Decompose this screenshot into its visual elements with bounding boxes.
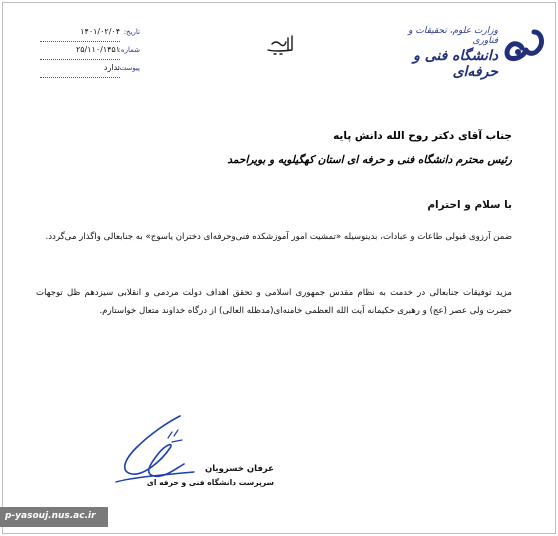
site-watermark: p-yasouj.nus.ac.ir: [0, 507, 108, 527]
salutation: با سلام و احترام: [427, 199, 512, 211]
meta-number-label: شماره:: [118, 46, 140, 54]
meta-number-row: [40, 44, 140, 62]
meta-date-value: ۱۴۰۱/۰۲/۰۴: [80, 27, 120, 36]
university-logo: [384, 22, 544, 82]
addressee-block: [227, 130, 512, 166]
meta-attachment-value: ندارد: [103, 63, 120, 72]
letter-paragraph-1: ضمن آرزوی قبولی طاعات و عبادات، بدینوسیله «تمشیت امور آموزشکده فنی‌وحرفه‌ای دختران یاسوج» به جنابعالی واگذار می‌گردد.: [45, 232, 512, 242]
university-emblem-icon: [504, 28, 544, 64]
addressee-name: جناب آقای دکتر روح الله دانش پایه: [333, 130, 512, 142]
logo-text: [384, 26, 498, 80]
letter-meta: [40, 26, 140, 80]
meta-attachment-row: [40, 62, 140, 80]
meta-number-line: [40, 59, 120, 60]
meta-date-line: [40, 41, 120, 42]
letter-paragraph-2: مزید توفیقات جنابعالی در خدمت به نظام مقدس جمهوری اسلامی و تحقق اهداف دولت مردمی و انقلابی سیزدهم ظل توجهات حضرت ولی عصر (عج) و رهبری حکیمانه آیت الله العظمی خامنه‌ای(مدظله العالی) از درگاه خداوند متعال خواستارم.: [36, 288, 512, 316]
meta-attachment-label: پیوست:: [117, 64, 140, 72]
ministry-name: وزارت علوم، تحقیقات و فناوری: [408, 26, 498, 46]
bismillah-calligraphy-icon: [262, 32, 296, 58]
meta-date-row: [40, 26, 140, 44]
signatory-title: سرپرست دانشگاه فنی و حرفه ای: [146, 478, 274, 487]
addressee-title: رئیس محترم دانشگاه فنی و حرفه ای استان کهگیلویه و بویراحمد: [227, 154, 512, 166]
meta-number-value: ۲۵/۱۱۰/۱۴۵۱: [75, 45, 120, 54]
meta-date-label: تاریخ:: [123, 28, 140, 36]
meta-attachment-line: [40, 77, 120, 78]
signatory-name: عرفان خسرویان: [204, 464, 274, 474]
university-name: دانشگاه فنی و حرفه‌ای: [413, 48, 498, 80]
